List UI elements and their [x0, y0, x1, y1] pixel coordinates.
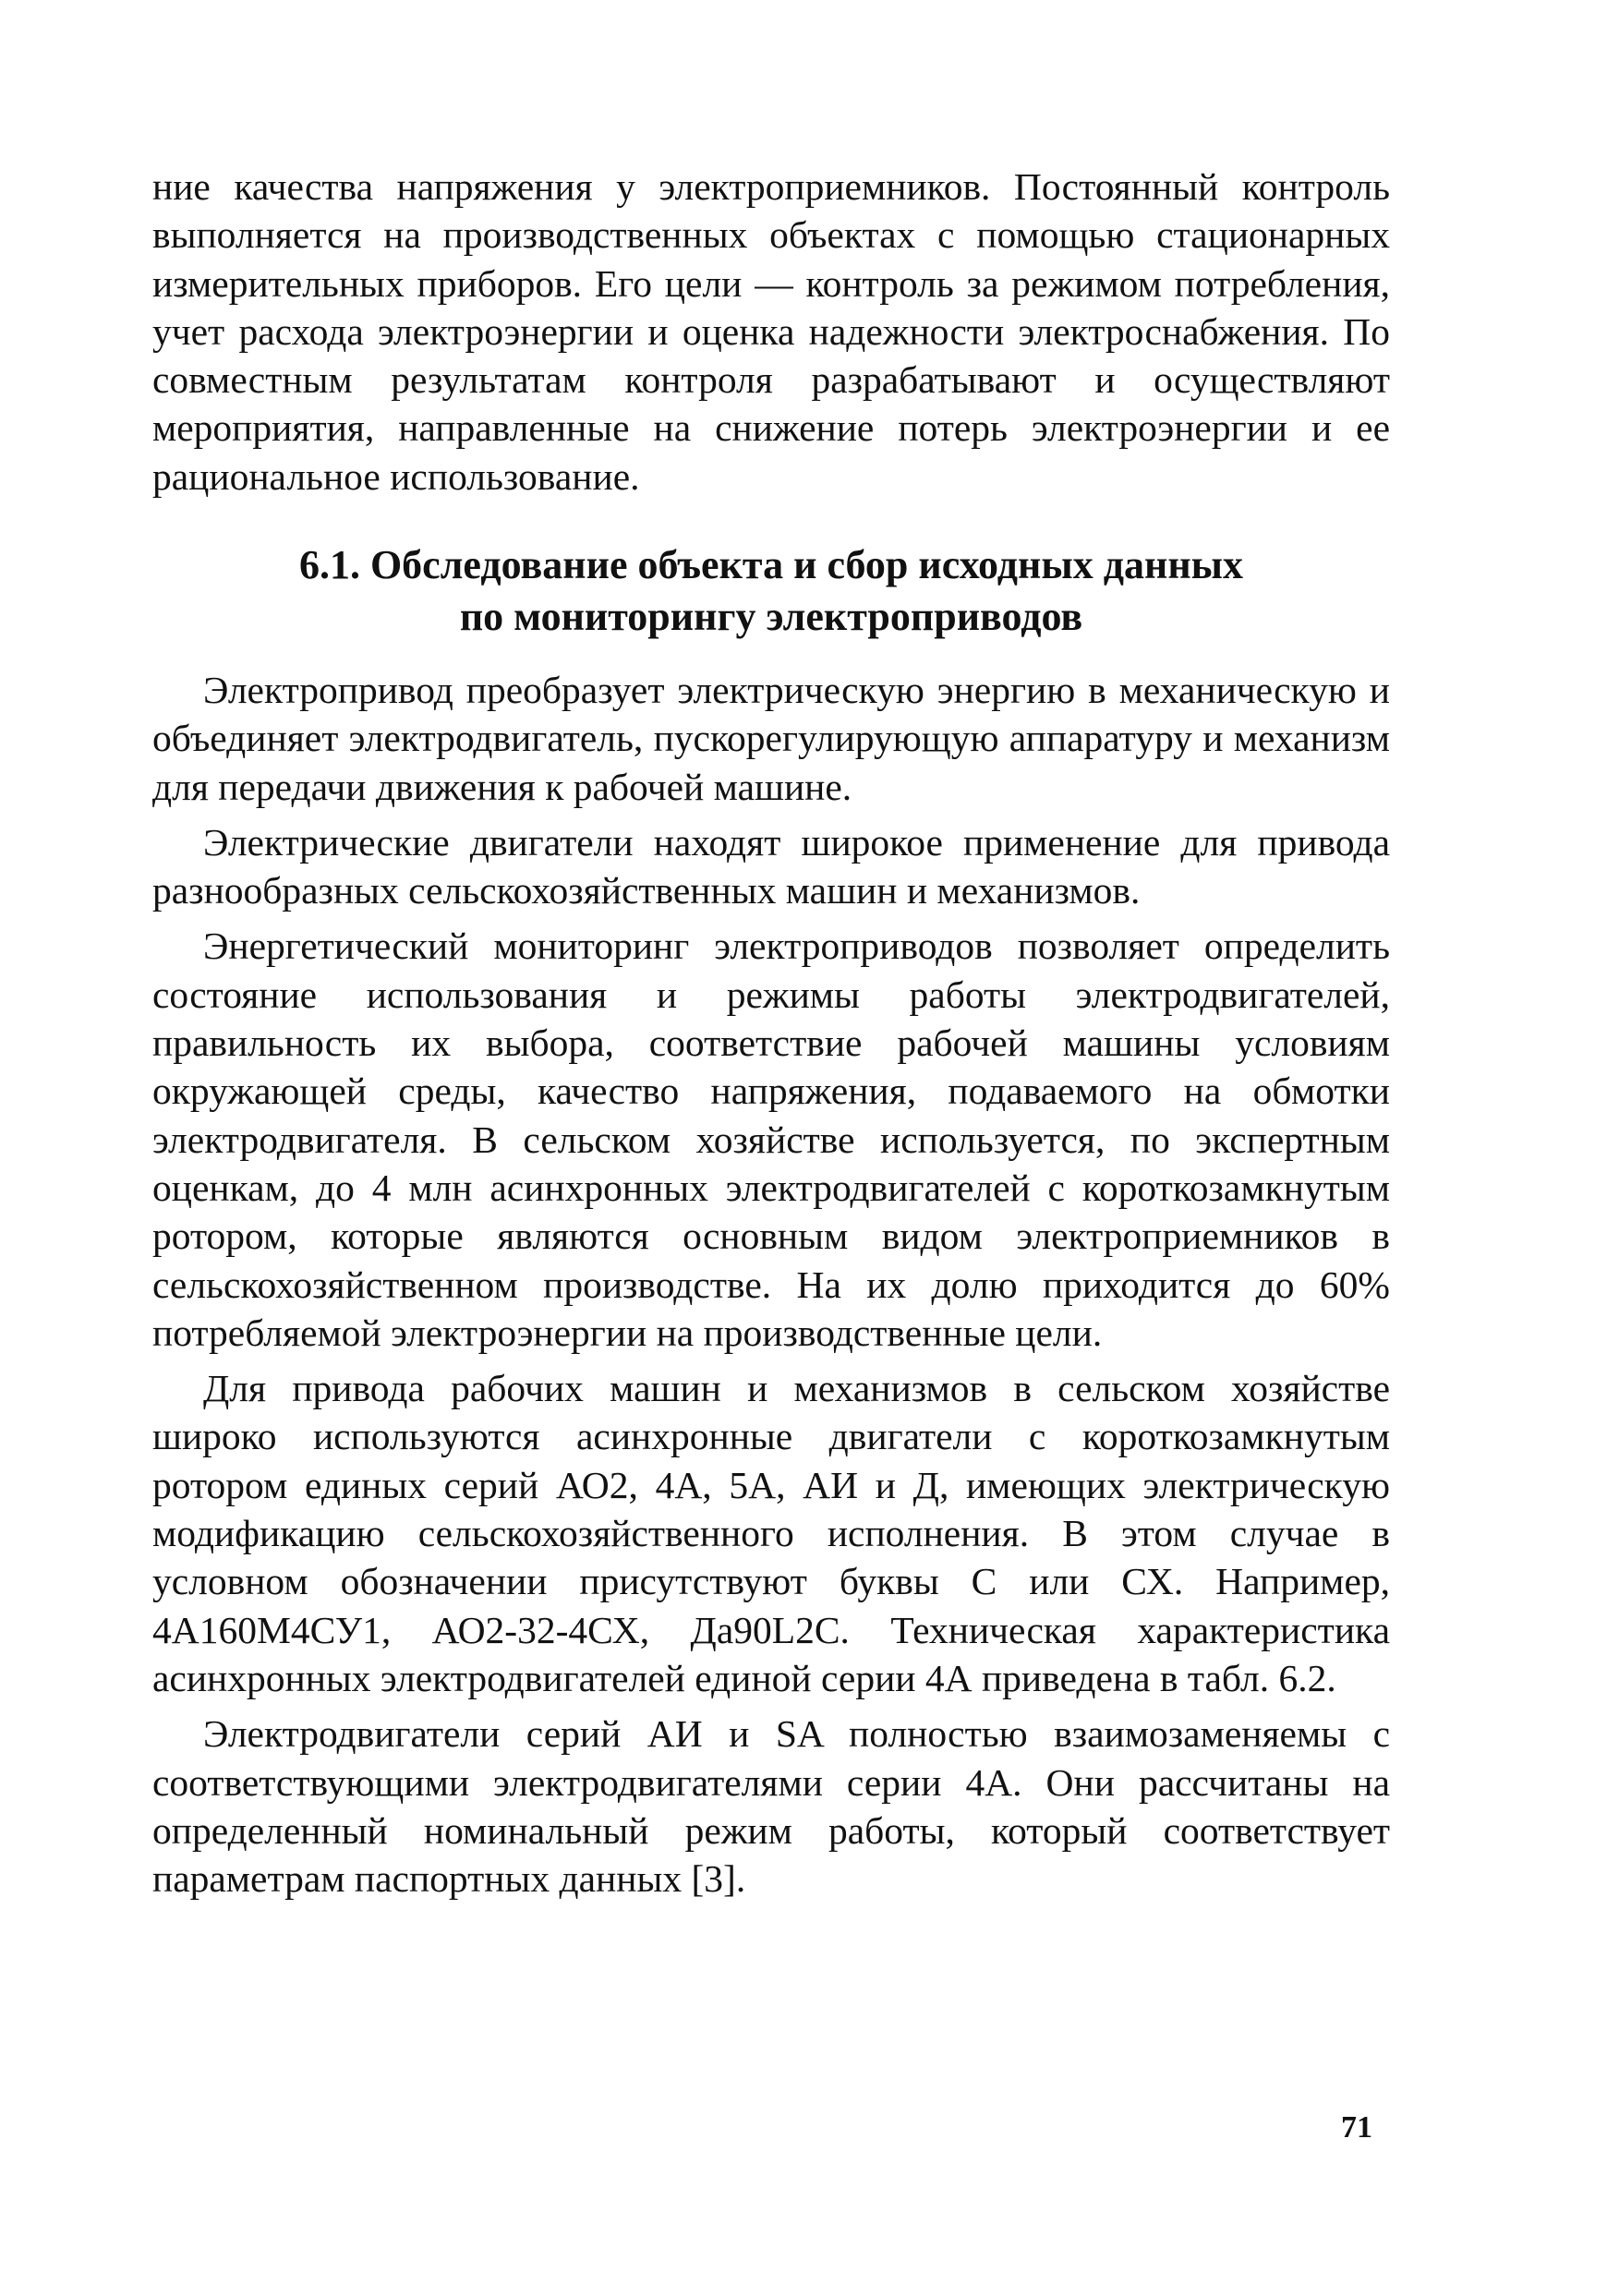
section-heading	[152, 539, 1390, 643]
section-heading-line-2: по мониторингу электроприводов	[459, 594, 1083, 639]
paragraph-motor-series: Для привода рабочих машин и механизмов в сельском хозяйстве широко используются асинхронные двигатели с короткозамкнутым ротором единых серий АО2, 4А, 5А, АИ и Д, имеющих электрическую модификацию сельскохозяйственного исполнения. В этом случае в условном обозначении присутствуют буквы С или СХ. Например, 4А160М4СУ1, АО2-32-4СХ, Да90L2С. Техническая характеристика асинхронных электродвигателей единой серии 4А приведена в табл. 6.2.	[152, 1367, 1390, 1699]
paragraph-electric-drive: Электропривод преобразует электрическую энергию в механическую и объединяет электродвигатель, пускорегулирующую аппаратуру и механизм для передачи движения к рабочей машине.	[152, 669, 1390, 808]
page-number: 71	[1341, 2110, 1372, 2145]
section-body	[152, 666, 1390, 1910]
intro-text	[152, 163, 1390, 501]
paragraph-interchangeability: Электродвигатели серий АИ и SA полностью взаимозаменяемы с соответствующими электродвигателями серии 4А. Они рассчитаны на определенный номинальный режим работы, который соответствует параметрам паспортных данных [3].	[152, 1712, 1390, 1901]
paragraph-electric-motors: Электрические двигатели находят широкое применение для привода разнообразных сельскохозяйственных машин и механизмов.	[152, 820, 1390, 912]
intro-paragraph: ние качества напряжения у электроприемников. Постоянный контроль выполняется на производственных объектах с помощью стационарных измерительных приборов. Его цели — контроль за режимом потребления, учет расхода электроэнергии и оценка надежности электроснабжения. По совместным результатам контроля разрабатывают и осуществляют мероприятия, направленные на снижение потерь электроэнергии и ее рациональное использование.	[152, 165, 1390, 498]
paragraph-energy-monitoring: Энергетический мониторинг электроприводов позволяет определить состояние использования и режимы работы электродвигателей, правильность их выбора, соответствие рабочей машины условиям окружающей среды, качество напряжения, подаваемого на обмотки электродвигателя. В сельском хозяйстве используется, по экспертным оценкам, до 4 млн асинхронных электродвигателей с короткозамкнутым ротором, которые являются основным видом электроприемников в сельскохозяйственном производстве. На их долю приходится до 60% потребляемой электроэнергии на производственные цели.	[152, 924, 1390, 1354]
section-heading-line-1: 6.1. Обследование объекта и сбор исходных данных	[298, 542, 1244, 587]
